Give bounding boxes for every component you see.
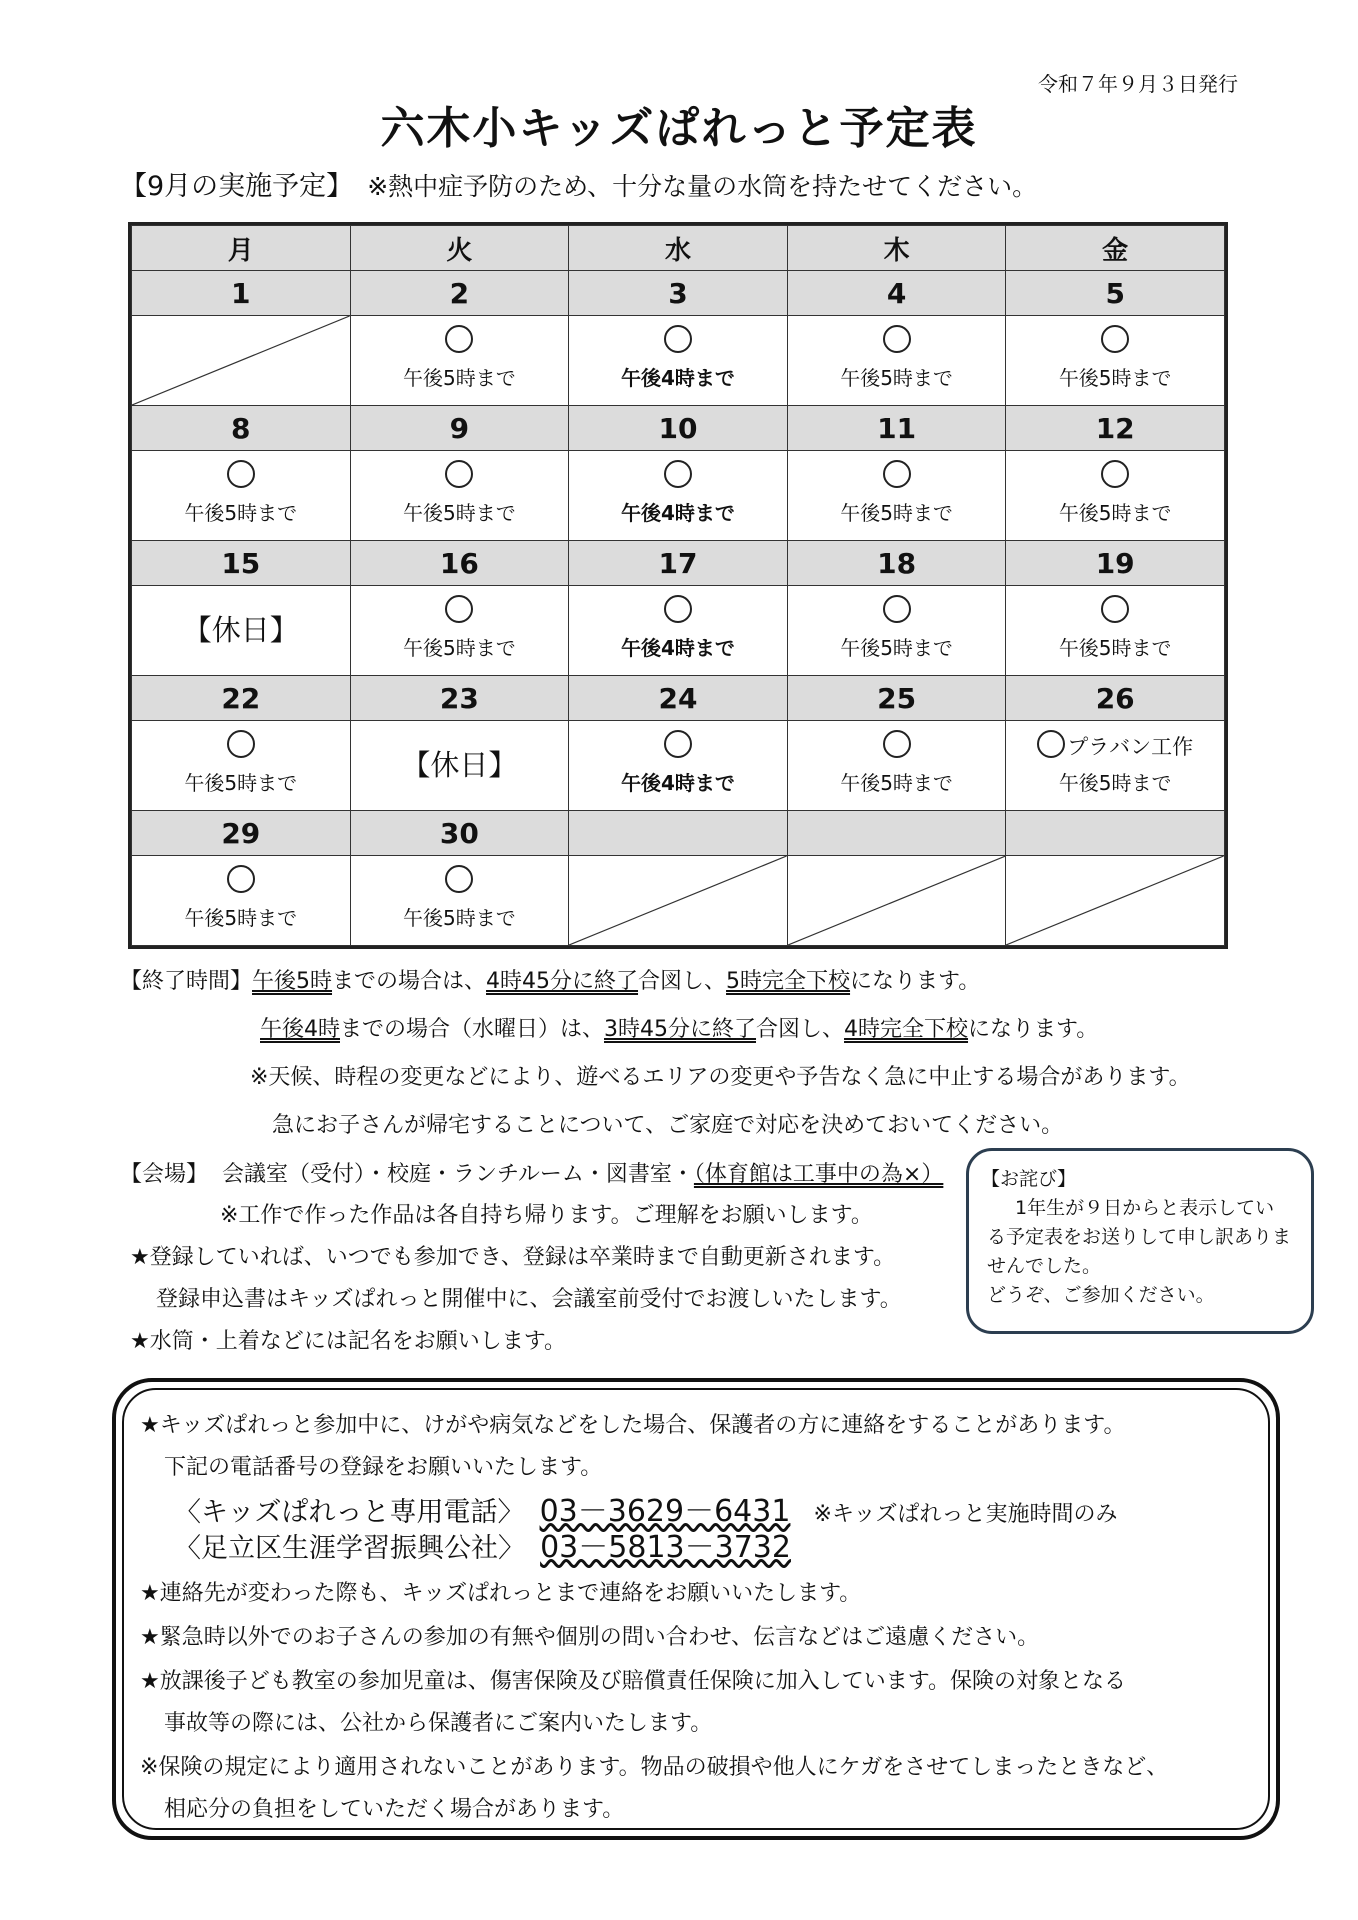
date-number: 29 bbox=[132, 811, 351, 856]
schedule-cell bbox=[569, 316, 788, 406]
open-circle-mark bbox=[883, 595, 911, 623]
schedule-cell bbox=[132, 856, 351, 946]
schedule-row bbox=[132, 586, 1225, 676]
schedule-cell bbox=[787, 721, 1006, 811]
notice-line-8: 相応分の負担をしていただく場合があります。 bbox=[164, 1797, 625, 1822]
schedule-cell bbox=[1006, 586, 1225, 676]
schedule-row bbox=[132, 316, 1225, 406]
notice-line-5: ★放課後子ども教室の参加児童は、傷害保険及び賠償責任保険に加入しています。保険の対象となる bbox=[140, 1669, 1126, 1694]
date-number-row bbox=[132, 541, 1225, 586]
schedule-row bbox=[132, 856, 1225, 946]
home-note: 急にお子さんが帰宅することについて、ご家庭で対応を決めておいてください。 bbox=[272, 1113, 1064, 1138]
end-time-text: になります。 bbox=[850, 969, 981, 994]
closing-time: 午後5時まで bbox=[184, 771, 298, 795]
schedule-cell bbox=[569, 451, 788, 541]
open-circle-mark bbox=[445, 595, 473, 623]
schedule-cell bbox=[787, 856, 1006, 946]
end-time-line-2 bbox=[260, 1012, 1098, 1043]
schedule-cell bbox=[132, 721, 351, 811]
date-number-row bbox=[132, 811, 1225, 856]
no-activity-slash bbox=[788, 856, 1006, 945]
notice-line-1: ★キッズぱれっと参加中に、けがや病気などをした場合、保護者の方に連絡をすることがあります。 bbox=[140, 1413, 1126, 1438]
date-number: 4 bbox=[787, 271, 1006, 316]
open-circle-mark bbox=[883, 325, 911, 353]
date-number bbox=[787, 811, 1006, 856]
end-time-signal: 4時45分に終了 bbox=[486, 969, 639, 994]
no-activity-slash bbox=[569, 856, 787, 945]
phone-label-kids: 〈キッズぱれっと専用電話〉 bbox=[174, 1497, 525, 1528]
closing-time: 午後5時まで bbox=[403, 366, 516, 390]
date-number-row bbox=[132, 406, 1225, 451]
weekday-header: 火 bbox=[350, 226, 569, 271]
open-circle-mark bbox=[883, 730, 911, 758]
venue-line bbox=[120, 1157, 943, 1188]
date-number: 25 bbox=[787, 676, 1006, 721]
end-time-dismissal: 5時完全下校 bbox=[726, 969, 851, 994]
open-circle-mark bbox=[445, 865, 473, 893]
schedule-cell bbox=[350, 721, 569, 811]
no-activity-slash bbox=[1006, 856, 1224, 945]
open-circle-mark bbox=[883, 460, 911, 488]
date-number: 8 bbox=[132, 406, 351, 451]
closing-time: 午後5時まで bbox=[184, 501, 298, 525]
open-circle-mark bbox=[664, 325, 692, 353]
calendar-table bbox=[128, 222, 1228, 949]
closing-time: 午後5時まで bbox=[840, 366, 953, 390]
registration-line-1: ★登録していれば、いつでも参加でき、登録は卒業時まで自動更新されます。 bbox=[130, 1245, 896, 1270]
page-title: 六木小キッズぱれっと予定表 bbox=[380, 103, 978, 154]
subtitle-label: 【9月の実施予定】 bbox=[120, 171, 354, 202]
date-number: 15 bbox=[132, 541, 351, 586]
schedule-cell bbox=[1006, 856, 1225, 946]
closing-time: 午後4時まで bbox=[621, 501, 735, 525]
date-number: 11 bbox=[787, 406, 1006, 451]
schedule-row bbox=[132, 721, 1225, 811]
no-activity-slash bbox=[132, 316, 350, 405]
weekday-header: 水 bbox=[569, 226, 788, 271]
schedule-cell bbox=[132, 586, 351, 676]
date-number: 22 bbox=[132, 676, 351, 721]
open-circle-mark bbox=[664, 595, 692, 623]
open-circle-mark bbox=[1101, 325, 1129, 353]
notice-line-2: 下記の電話番号の登録をお願いいたします。 bbox=[164, 1455, 603, 1480]
closing-time: 午後5時まで bbox=[1058, 636, 1172, 660]
schedule-subtitle bbox=[120, 164, 1037, 203]
date-number: 19 bbox=[1006, 541, 1225, 586]
date-number: 16 bbox=[350, 541, 569, 586]
notice-line-7: ※保険の規定により適用されないことがあります。物品の破損や他人にケガをさせてしまったときなど、 bbox=[140, 1755, 1169, 1780]
open-circle-mark bbox=[445, 460, 473, 488]
venue-places: 会議室（受付）・校庭・ランチルーム・図書室・ bbox=[222, 1162, 694, 1187]
schedule-cell bbox=[132, 316, 351, 406]
holiday-label: 【休日】 bbox=[401, 748, 518, 782]
schedule-cell bbox=[787, 316, 1006, 406]
end-time-text: までの場合（水曜日）は、 bbox=[340, 1017, 605, 1042]
weekday-header: 金 bbox=[1006, 226, 1225, 271]
phone-number-corp: 03－5813－3732 bbox=[540, 1530, 791, 1565]
schedule-cell bbox=[569, 586, 788, 676]
phone-number-kids: 03－3629－6431 bbox=[539, 1494, 791, 1529]
schedule-cell bbox=[350, 316, 569, 406]
date-number: 17 bbox=[569, 541, 788, 586]
end-time-dismissal: 4時完全下校 bbox=[844, 1017, 969, 1042]
end-time-text: 合図し、 bbox=[756, 1017, 845, 1042]
date-number: 1 bbox=[132, 271, 351, 316]
weekday-header: 月 bbox=[132, 226, 351, 271]
end-time-text: までの場合は、 bbox=[332, 969, 487, 994]
open-circle-mark bbox=[445, 325, 473, 353]
closing-time: 午後4時まで bbox=[621, 636, 735, 660]
schedule-cell bbox=[787, 451, 1006, 541]
open-circle-mark bbox=[227, 730, 255, 758]
date-number: 24 bbox=[569, 676, 788, 721]
closing-time: 午後4時まで bbox=[621, 366, 735, 390]
schedule-cell bbox=[569, 721, 788, 811]
date-number: 26 bbox=[1006, 676, 1225, 721]
schedule-cell bbox=[350, 856, 569, 946]
schedule-cell bbox=[132, 451, 351, 541]
schedule-cell bbox=[787, 586, 1006, 676]
closing-time: 午後5時まで bbox=[1058, 771, 1172, 795]
schedule-cell bbox=[1006, 316, 1225, 406]
end-time-label: 【終了時間】 bbox=[120, 969, 253, 994]
date-number-row bbox=[132, 676, 1225, 721]
notice-line-3: ★連絡先が変わった際も、キッズぱれっとまで連絡をお願いいたします。 bbox=[140, 1581, 862, 1606]
phone-row-2 bbox=[174, 1522, 791, 1566]
date-number-row bbox=[132, 271, 1225, 316]
date-number: 2 bbox=[350, 271, 569, 316]
date-number: 18 bbox=[787, 541, 1006, 586]
date-number: 9 bbox=[350, 406, 569, 451]
apology-heading: 【お詫び】 bbox=[981, 1168, 1077, 1190]
date-number: 23 bbox=[350, 676, 569, 721]
closing-time: 午後5時まで bbox=[403, 906, 516, 930]
end-time-text: 合図し、 bbox=[638, 969, 727, 994]
date-number: 3 bbox=[569, 271, 788, 316]
date-number: 30 bbox=[350, 811, 569, 856]
schedule-cell bbox=[350, 586, 569, 676]
closing-time: 午後5時まで bbox=[403, 501, 516, 525]
end-time-4pm: 午後4時 bbox=[260, 1017, 340, 1042]
bottle-note: ★水筒・上着などには記名をお願いします。 bbox=[130, 1329, 566, 1354]
open-circle-mark bbox=[664, 730, 692, 758]
apology-box bbox=[966, 1148, 1314, 1334]
phone-label-corp: 〈足立区生涯学習振興公社〉 bbox=[174, 1533, 525, 1564]
notice-line-6: 事故等の際には、公社から保護者にご案内いたします。 bbox=[164, 1711, 713, 1736]
schedule-cell bbox=[569, 856, 788, 946]
date-number: 10 bbox=[569, 406, 788, 451]
apology-closing: どうぞ、ご参加ください。 bbox=[987, 1284, 1215, 1306]
schedule-cell bbox=[1006, 451, 1225, 541]
subtitle-note: ※熱中症予防のため、十分な量の水筒を持たせてください。 bbox=[367, 172, 1038, 201]
date-number: 5 bbox=[1006, 271, 1225, 316]
closing-time: 午後5時まで bbox=[840, 636, 953, 660]
end-time-text: になります。 bbox=[968, 1017, 1099, 1042]
event-label: プラバン工作 bbox=[1067, 735, 1194, 759]
end-time-signal: 3時45分に終了 bbox=[604, 1017, 757, 1042]
venue-label: 【会場】 bbox=[120, 1162, 209, 1187]
end-time-5pm: 午後5時 bbox=[252, 969, 333, 994]
weekday-header-row bbox=[132, 226, 1225, 271]
schedule-cell bbox=[1006, 721, 1225, 811]
open-circle-mark bbox=[664, 460, 692, 488]
apology-body: 1年生が９日からと表示している予定表をお送りして申し訳ありませんでした。 bbox=[987, 1197, 1292, 1277]
holiday-label: 【休日】 bbox=[182, 613, 299, 647]
closing-time: 午後5時まで bbox=[1058, 501, 1172, 525]
schedule-cell bbox=[350, 451, 569, 541]
date-number bbox=[569, 811, 788, 856]
weather-note: ※天候、時程の変更などにより、遊べるエリアの変更や予告なく急に中止する場合があります。 bbox=[250, 1065, 1191, 1090]
notice-line-4: ★緊急時以外でのお子さんの参加の有無や個別の問い合わせ、伝言などはご遠慮ください。 bbox=[140, 1625, 1040, 1650]
end-time-line-1 bbox=[120, 964, 980, 995]
closing-time: 午後5時まで bbox=[1058, 366, 1172, 390]
closing-time: 午後5時まで bbox=[840, 771, 953, 795]
closing-time: 午後5時まで bbox=[403, 636, 516, 660]
schedule-row bbox=[132, 451, 1225, 541]
weekday-header: 木 bbox=[787, 226, 1006, 271]
phone-note-kids: ※キッズぱれっと実施時間のみ bbox=[813, 1502, 1118, 1527]
date-number bbox=[1006, 811, 1225, 856]
closing-time: 午後5時まで bbox=[840, 501, 953, 525]
date-number: 12 bbox=[1006, 406, 1225, 451]
closing-time: 午後5時まで bbox=[184, 906, 298, 930]
open-circle-mark bbox=[1101, 595, 1129, 623]
registration-line-2: 登録申込書はキッズぱれっと開催中に、会議室前受付でお渡しいたします。 bbox=[156, 1287, 902, 1312]
open-circle-mark bbox=[227, 865, 255, 893]
open-circle-mark bbox=[1037, 730, 1065, 758]
issue-date: 令和７年９月３日発行 bbox=[1038, 72, 1238, 96]
open-circle-mark bbox=[227, 460, 255, 488]
craft-note: ※工作で作った作品は各自持ち帰ります。ご理解をお願いします。 bbox=[220, 1203, 873, 1228]
venue-gym-note: （体育館は工事中の為×） bbox=[693, 1162, 944, 1187]
closing-time: 午後4時まで bbox=[621, 771, 735, 795]
open-circle-mark bbox=[1101, 460, 1129, 488]
